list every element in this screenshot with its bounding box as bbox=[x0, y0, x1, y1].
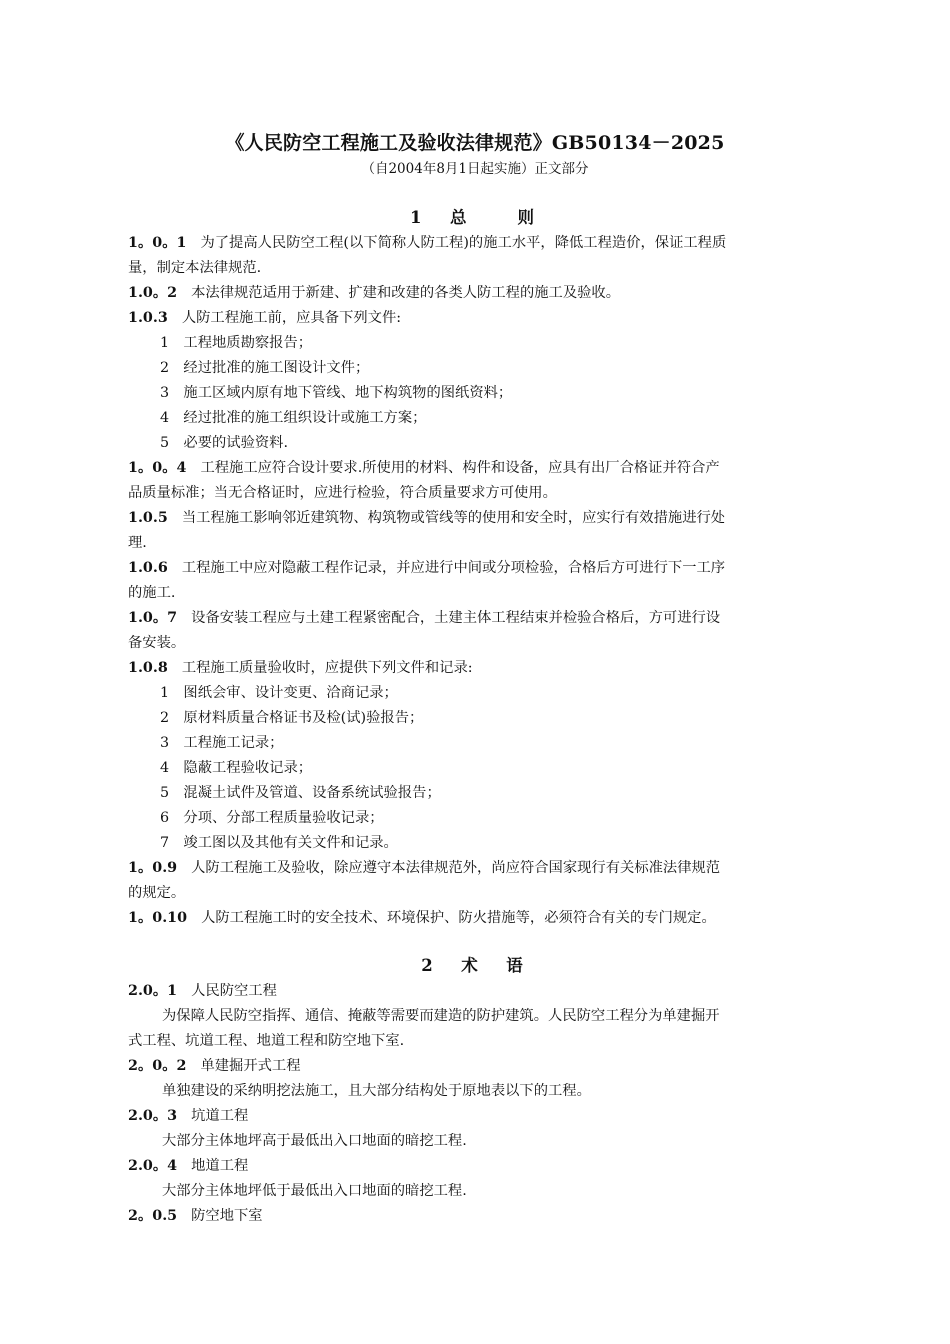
list-item: 5 混凝土试件及管道、设备系统试验报告； bbox=[160, 785, 441, 801]
term-name: 坑道工程 bbox=[191, 1108, 249, 1124]
clause-line: 量，制定本法律规范. bbox=[128, 260, 262, 276]
clause-number: 1.0.3 bbox=[128, 310, 168, 326]
clause-number: 2.0。1 bbox=[128, 983, 178, 999]
clause-line bbox=[128, 607, 720, 627]
clause-number: 1.0.5 bbox=[128, 510, 168, 526]
clause-text: 人防工程施工前，应具备下列文件: bbox=[181, 310, 402, 326]
clause-line: 品质量标准；当无合格证时，应进行检验，符合质量要求方可使用。 bbox=[128, 485, 557, 501]
clause-line bbox=[128, 857, 720, 877]
term-line bbox=[128, 1205, 263, 1225]
list-item: 5 必要的试验资料. bbox=[160, 435, 289, 451]
clause-text: 人防工程施工及验收，除应遵守本法律规范外，尚应符合国家现行有关标准法律规范 bbox=[191, 860, 721, 876]
clause-number: 1。0。1 bbox=[128, 235, 187, 251]
list-item: 7 竣工图以及其他有关文件和记录。 bbox=[160, 835, 398, 851]
list-item: 2 经过批准的施工图设计文件； bbox=[160, 360, 370, 376]
term-name: 防空地下室 bbox=[191, 1208, 263, 1224]
list-item: 3 施工区域内原有地下管线、地下构筑物的图纸资料； bbox=[160, 385, 513, 401]
clause-number: 2。0.5 bbox=[128, 1208, 178, 1224]
clause-line: 的规定。 bbox=[128, 885, 186, 901]
term-name: 单建掘开式工程 bbox=[200, 1058, 301, 1074]
list-item: 6 分项、分部工程质量验收记录； bbox=[160, 810, 384, 826]
term-name: 地道工程 bbox=[191, 1158, 249, 1174]
term-name: 人民防空工程 bbox=[191, 983, 277, 999]
clause-number: 1。0.9 bbox=[128, 860, 178, 876]
term-definition: 单独建设的采纳明挖法施工，且大部分结构处于原地表以下的工程。 bbox=[162, 1083, 591, 1099]
document-title: 《人民防空工程施工及验收法律规范》GB50134－2025 bbox=[225, 132, 725, 154]
term-definition: 大部分主体地坪高于最低出入口地面的暗挖工程. bbox=[162, 1133, 467, 1149]
clause-number: 2。0。2 bbox=[128, 1058, 187, 1074]
clause-line bbox=[128, 507, 725, 527]
clause-line bbox=[128, 557, 725, 577]
term-definition: 为保障人民防空指挥、通信、掩蔽等需要而建造的防护建筑。人民防空工程分为单建掘开 bbox=[162, 1008, 720, 1024]
clause-text: 工程施工质量验收时，应提供下列文件和记录: bbox=[181, 660, 473, 676]
clause-text: 设备安装工程应与土建工程紧密配合，土建主体工程结束并检验合格后，方可进行设 bbox=[191, 610, 721, 626]
term-line bbox=[128, 1155, 248, 1175]
clause-number: 1。0。4 bbox=[128, 460, 187, 476]
clause-line bbox=[128, 282, 620, 302]
clause-text: 为了提高人民防空工程(以下简称人防工程)的施工水平，降低工程造价，保证工程质 bbox=[200, 235, 727, 251]
clause-line bbox=[128, 907, 716, 927]
list-item: 2 原材料质量合格证书及检(试)验报告； bbox=[160, 710, 424, 726]
clause-number: 1。0.10 bbox=[128, 910, 188, 926]
document-subtitle: （自2004年8月1日起实施）正文部分 bbox=[361, 161, 589, 177]
list-item: 1 工程地质勘察报告； bbox=[160, 335, 313, 351]
list-item: 4 隐蔽工程验收记录； bbox=[160, 760, 313, 776]
term-line bbox=[128, 1105, 248, 1125]
clause-number: 1.0.8 bbox=[128, 660, 168, 676]
clause-line: 的施工. bbox=[128, 585, 176, 601]
list-item: 3 工程施工记录； bbox=[160, 735, 284, 751]
clause-number: 1.0.6 bbox=[128, 560, 168, 576]
clause-line: 备安装。 bbox=[128, 635, 186, 651]
term-definition: 大部分主体地坪低于最低出入口地面的暗挖工程. bbox=[162, 1183, 467, 1199]
clause-line bbox=[128, 657, 473, 677]
clause-line: 理. bbox=[128, 535, 147, 551]
clause-number: 1.0。2 bbox=[128, 285, 178, 301]
clause-text: 工程施工中应对隐蔽工程作记录，并应进行中间或分项检验，合格后方可进行下一工序 bbox=[181, 560, 726, 576]
section-heading: 2 术 语 bbox=[421, 956, 529, 975]
clause-text: 本法律规范适用于新建、扩建和改建的各类人防工程的施工及验收。 bbox=[191, 285, 621, 301]
section-heading: 1 总 则 bbox=[410, 208, 540, 227]
list-item: 4 经过批准的施工组织设计或施工方案； bbox=[160, 410, 427, 426]
clause-line bbox=[128, 307, 401, 327]
list-item: 1 图纸会审、设计变更、洽商记录； bbox=[160, 685, 398, 701]
clause-text: 工程施工应符合设计要求.所使用的材料、构件和设备，应具有出厂合格证并符合产 bbox=[200, 460, 720, 476]
term-line bbox=[128, 980, 277, 1000]
term-line bbox=[128, 1055, 301, 1075]
term-definition: 式工程、坑道工程、地道工程和防空地下室. bbox=[128, 1033, 405, 1049]
clause-number: 2.0。4 bbox=[128, 1158, 178, 1174]
clause-line bbox=[128, 457, 720, 477]
clause-number: 2.0。3 bbox=[128, 1108, 178, 1124]
clause-number: 1.0。7 bbox=[128, 610, 178, 626]
clause-text: 人防工程施工时的安全技术、环境保护、防火措施等，必须符合有关的专门规定。 bbox=[201, 910, 716, 926]
clause-line bbox=[128, 232, 726, 252]
clause-text: 当工程施工影响邻近建筑物、构筑物或管线等的使用和安全时，应实行有效措施进行处 bbox=[181, 510, 726, 526]
